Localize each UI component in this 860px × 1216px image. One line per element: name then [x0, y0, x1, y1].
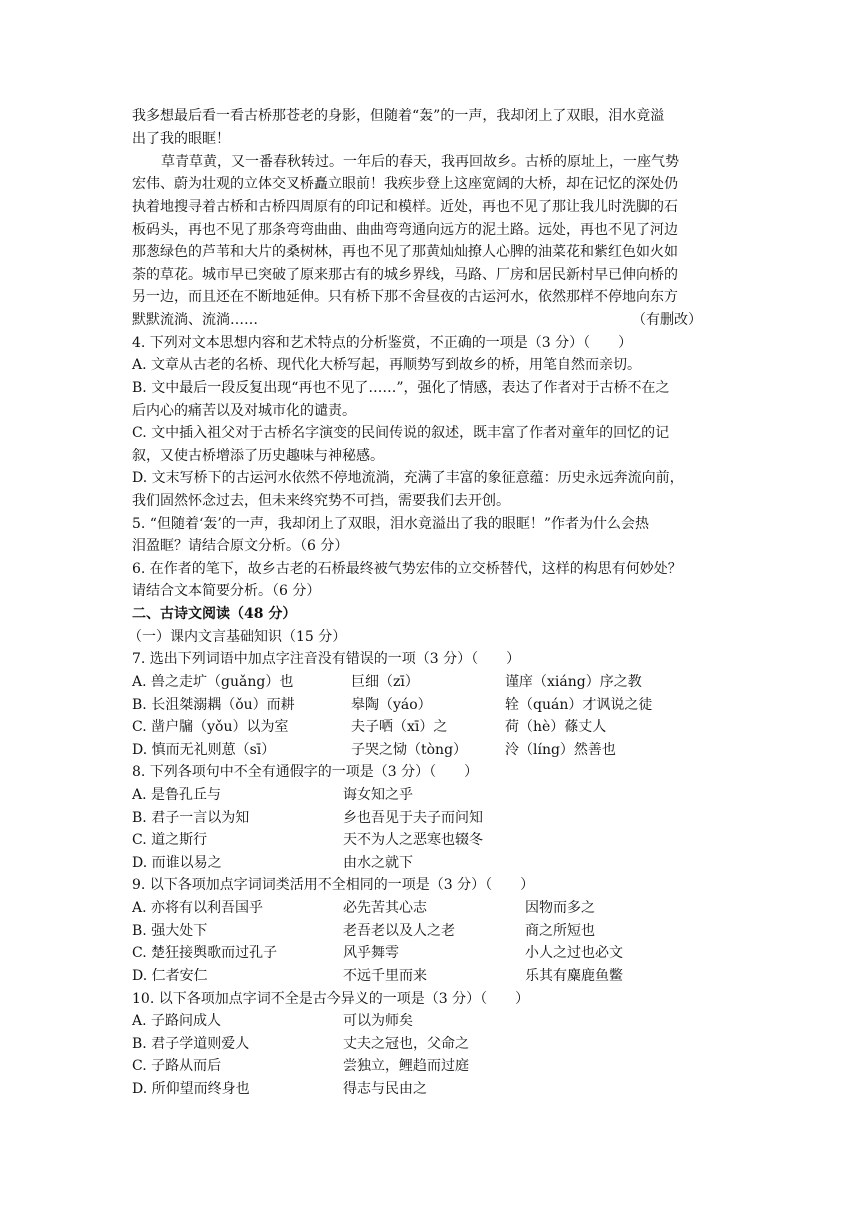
question-4-option-c: C. 文中插入祖父对于古桥名字演变的民间传说的叙述，既丰富了作者对童年的回忆的记 — [132, 425, 670, 441]
question-8-option: D. 而谁以易之 — [132, 855, 222, 871]
question-8-option: 诲女知之乎 — [343, 787, 413, 803]
question-9-option: 必先苦其心志 — [343, 900, 427, 916]
passage-line: 板码头，再也不见了那条弯弯曲曲、曲曲弯弯通向远方的泥土路。远处，再也不见了河边 — [132, 222, 678, 238]
question-7-option: 皋陶（yáo） — [351, 697, 432, 713]
question-9-option: 老吾老以及人之老 — [343, 923, 455, 939]
question-7-option: A. 兽之走圹（guǎng）也 — [132, 674, 294, 690]
question-7-option: 巨细（zī） — [351, 674, 419, 690]
question-6-stem: 6. 在作者的笔下，故乡古老的石桥最终被气势宏伟的立交桥替代，这样的构思有何妙处？ — [132, 561, 682, 577]
question-10-option: 得志与民由之 — [343, 1081, 427, 1097]
question-7-option: B. 长沮桀溺耦（ǒu）而耕 — [132, 697, 295, 713]
question-10-option: B. 君子学道则爱人 — [132, 1036, 250, 1052]
question-7-option: D. 慎而无礼则葸（sī） — [132, 742, 276, 758]
passage-line: 荼的草花。城市早已突破了原来那古有的城乡界线，马路、厂房和居民新村早已伸向桥的 — [132, 267, 678, 283]
question-9-option: 商之所短也 — [525, 923, 595, 939]
passage-line: 出了我的眼眶！ — [132, 131, 230, 147]
question-4-option-b-cont: 后内心的痛苦以及对城市化的谴责。 — [132, 403, 356, 419]
question-9-option: 风乎舞雩 — [343, 945, 399, 961]
question-10-option: C. 子路从而后 — [132, 1058, 222, 1074]
question-9-option: C. 楚狂接舆歌而过孔子 — [132, 945, 278, 961]
passage-line: 另一边，而且还在不断地延伸。只有桥下那不舍昼夜的古运河水，依然那样不停地向东方 — [132, 289, 678, 305]
question-7-stem: 7. 选出下列词语中加点字注音没有错误的一项（3 分）（ ） — [132, 651, 521, 667]
question-9-option: D. 仁者安仁 — [132, 968, 208, 984]
question-9-option: 小人之过也必文 — [525, 945, 623, 961]
question-4-option-d: D. 文末写桥下的古运河水依然不停地流淌，充满了丰富的象征意蕴：历史永远奔流向前， — [132, 470, 684, 486]
question-7-option: 辁（quán）才讽说之徒 — [505, 697, 653, 713]
question-10-option: 可以为师矣 — [343, 1013, 413, 1029]
question-7-option: C. 凿户牖（yǒu）以为室 — [132, 719, 289, 735]
passage-line: 执着地搜寻着古桥和古桥四周原有的印记和模样。近处，再也不见了那让我儿时洗脚的石 — [132, 199, 678, 215]
question-8-option: 天不为人之恶寒也辍冬 — [343, 832, 483, 848]
question-9-option: B. 强大处下 — [132, 923, 208, 939]
question-9-option: A. 亦将有以利吾国乎 — [132, 900, 264, 916]
question-7-option: 泠（líng）然善也 — [505, 742, 616, 758]
section-heading: 二、古诗文阅读（48 分） — [132, 606, 297, 622]
question-8-stem: 8. 下列各项句中不全有通假字的一项是（3 分）（ ） — [132, 764, 479, 780]
question-8-option: C. 道之斯行 — [132, 832, 208, 848]
passage-line: 我多想最后看一看古桥那苍老的身影，但随着“轰”的一声，我却闭上了双眼，泪水竟溢 — [132, 108, 665, 124]
question-4-option-c-cont: 叙，又使古桥增添了历史趣味与神秘感。 — [132, 448, 384, 464]
question-4-option-d-cont: 我们固然怀念过去，但未来终究势不可挡，需要我们去开创。 — [132, 493, 510, 509]
question-8-option: 乡也吾见于夫子而问知 — [343, 810, 483, 826]
question-7-option: 荷（hè）蓧丈人 — [505, 719, 607, 735]
question-8-option: B. 君子一言以为知 — [132, 810, 250, 826]
question-8-option: A. 是鲁孔丘与 — [132, 787, 222, 803]
question-9-option: 因物而多之 — [525, 900, 595, 916]
question-4-option-b: B. 文中最后一段反复出现“再也不见了……”，强化了情感，表达了作者对于古桥不在之 — [132, 380, 670, 396]
question-9-stem: 9. 以下各项加点字词词类活用不全相同的一项是（3 分）（ ） — [132, 877, 535, 893]
question-5-stem: 5. “但随着‘轰’的一声，我却闭上了双眼，泪水竟溢出了我的眼眶！”作者为什么会热 — [132, 516, 650, 532]
subsection-heading: （一）课内文言基础知识（15 分） — [128, 629, 347, 645]
question-10-option: 尝独立，鲤趋而过庭 — [343, 1058, 469, 1074]
question-10-option: 丈夫之冠也，父命之 — [343, 1036, 469, 1052]
passage-line: 宏伟、蔚为壮观的立体交叉桥矗立眼前！我疾步登上这座宽阔的大桥，却在记忆的深处仍 — [132, 176, 678, 192]
question-10-option: D. 所仰望而终身也 — [132, 1081, 250, 1097]
passage-line: 那葱绿色的芦苇和大片的桑树林，再也不见了那黄灿灿撩人心脾的油菜花和紫红色如火如 — [132, 244, 678, 260]
question-6-stem-cont: 请结合文本简要分析。（6 分） — [132, 583, 321, 599]
question-7-option: 夫子哂（xī）之 — [351, 719, 448, 735]
question-4-option-a: A. 文章从古老的名桥、现代化大桥写起，再顺势写到故乡的桥，用笔自然而亲切。 — [132, 357, 642, 373]
question-7-option: 子哭之恸（tòng） — [351, 742, 468, 758]
passage-line: 默默流淌、流淌…… — [132, 312, 258, 328]
question-9-option: 不远千里而来 — [343, 968, 427, 984]
question-9-option: 乐其有麋鹿鱼鳖 — [525, 968, 623, 984]
question-4-stem: 4. 下列对文本思想内容和艺术特点的分析鉴赏，不正确的一项是（3 分）（ ） — [132, 335, 633, 351]
question-8-option: 由水之就下 — [343, 855, 413, 871]
question-5-stem-cont: 泪盈眶？请结合原文分析。（6 分） — [132, 538, 349, 554]
source-note: （有删改） — [632, 312, 702, 328]
question-10-option: A. 子路问成人 — [132, 1013, 222, 1029]
question-10-stem: 10. 以下各项加点字词不全是古今异义的一项是（3 分）（ ） — [132, 991, 530, 1007]
passage-line: 草青草黄，又一番春秋转过。一年后的春天，我再回故乡。古桥的原址上，一座气势 — [161, 154, 679, 170]
question-7-option: 谨庠（xiáng）序之教 — [505, 674, 642, 690]
